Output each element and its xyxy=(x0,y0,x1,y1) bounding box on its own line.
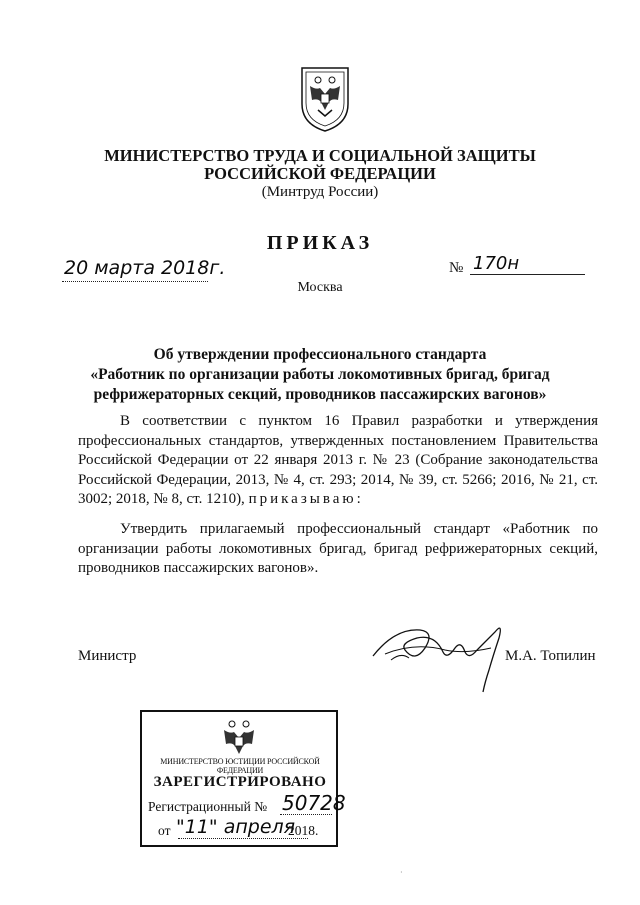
stamp-regno-underline xyxy=(280,814,332,815)
paragraph-1-text: В соответствии с пунктом 16 Правил разработки и утверждения профессиональных стандартов, утвержденных постановлением Правительства Российской Федерации от 22 января 2013 г. № 23 (Собрание законодательства Российской Федерации, 2013, № 4, ст. 293; 2014, № 39, ст. 5266; 2016, № 21, ст. 3002; 2018, № 8, ст. 1210), xyxy=(78,413,598,507)
order-date: 20 марта 2018г. xyxy=(64,257,226,279)
order-city: Москва xyxy=(297,280,343,295)
signer-position: Министр xyxy=(78,648,137,664)
stamp-registered: ЗАРЕГИСТРИРОВАНО xyxy=(153,774,327,790)
order-number: 170н xyxy=(473,253,520,274)
body-paragraph-1 xyxy=(78,412,598,510)
stamp-regno-label: Регистрационный № xyxy=(148,799,268,814)
ministry-short-name: (Минтруд России) xyxy=(261,184,379,200)
stamp-date-value: "11" апреля xyxy=(176,816,296,838)
subject-line-1: Об утверждении профессионального стандарта xyxy=(153,346,487,363)
scan-speck: · xyxy=(400,868,403,877)
number-underline xyxy=(470,274,585,275)
body-paragraph-2: Утвердить прилагаемый профессиональный стандарт «Работник по организации работы локомотивных бригад, бригад рефрижераторных секций, проводников пассажирских вагонов». xyxy=(78,521,598,576)
stamp-from-label: от xyxy=(158,823,171,838)
signer-name: М.А. Топилин xyxy=(505,648,596,664)
ministry-line-1: МИНИСТЕРСТВО ТРУДА И СОЦИАЛЬНОЙ ЗАЩИТЫ xyxy=(104,146,536,165)
stamp-year: 2018. xyxy=(288,823,319,838)
stamp-date-underline xyxy=(178,838,308,839)
subject-line-3: рефрижераторных секций, проводников пассажирских вагонов» xyxy=(93,386,547,403)
stamp-organization: МИНИСТЕРСТВО ЮСТИЦИИ РОССИЙСКОЙ ФЕДЕРАЦИИ xyxy=(160,757,320,775)
order-word: приказываю: xyxy=(248,491,364,507)
ministry-line-2: РОССИЙСКОЙ ФЕДЕРАЦИИ xyxy=(204,164,436,183)
stamp-regno-value: 50728 xyxy=(282,791,346,815)
registration-stamp xyxy=(140,710,346,847)
subject-line-2: «Работник по организации работы локомотивных бригад, бригад xyxy=(90,366,550,383)
coat-of-arms-icon xyxy=(298,64,352,134)
stamp-coat-of-arms-icon xyxy=(222,718,256,758)
ministry-name xyxy=(0,147,640,183)
handwritten-signature xyxy=(365,608,515,693)
order-subject xyxy=(0,345,640,405)
order-title: ПРИКАЗ xyxy=(266,232,374,254)
order-number-label: № xyxy=(449,260,464,276)
